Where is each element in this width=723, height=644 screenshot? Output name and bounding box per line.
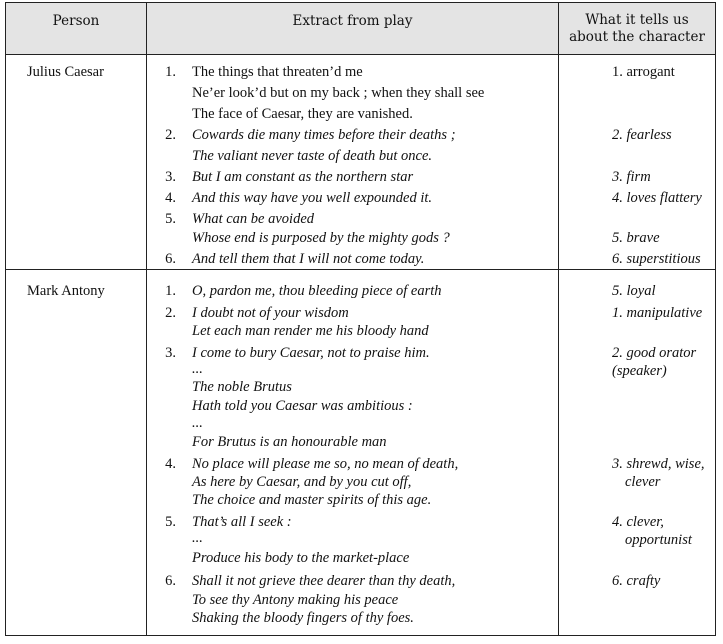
item-number: 1. (165, 283, 176, 299)
trait: 5. loyal (612, 283, 656, 299)
trait: 1. arrogant (612, 64, 675, 80)
extract-line: For Brutus is an honourable man (192, 434, 387, 450)
trait: 1. manipulative (612, 305, 703, 321)
extract-line: Produce his body to the market-place (192, 550, 410, 566)
extract-line: Cowards die many times before their deaths ; (192, 127, 456, 143)
trait: clever (625, 474, 661, 490)
trait: 6. crafty (612, 573, 661, 589)
extract-line: But I am constant as the northern star (192, 169, 414, 185)
extract-line: That’s all I seek : (192, 514, 292, 530)
trait: 4. loves flattery (612, 190, 702, 206)
extract-line: The face of Caesar, they are vanished. (192, 106, 413, 122)
item-number: 5. (165, 514, 176, 530)
trait: 5. brave (612, 230, 660, 246)
extract-line: Shall it not grieve thee dearer than thy death, (192, 573, 456, 589)
extract-line: I doubt not of your wisdom (192, 305, 349, 321)
extract-ellipsis: ... (192, 415, 203, 431)
extract-line: Let each man render me his bloody hand (192, 323, 429, 339)
extract-line: As here by Caesar, and by you cut off, (192, 474, 412, 490)
trait: 3. shrewd, wise, (612, 456, 705, 472)
item-number: 1. (165, 64, 176, 80)
trait: 6. superstitious (612, 251, 701, 267)
extract-line: The valiant never taste of death but once. (192, 148, 433, 164)
person-name: Mark Antony (27, 283, 105, 299)
extract-line: The noble Brutus (192, 379, 292, 395)
item-number: 6. (165, 251, 176, 267)
trait: opportunist (625, 532, 692, 548)
extract-ellipsis: ... (192, 361, 203, 377)
extract-line: The things that threaten’d me (192, 64, 363, 80)
column-divider (558, 3, 559, 635)
trait: 3. firm (612, 169, 651, 185)
trait: (speaker) (612, 363, 667, 379)
header-extract: Extract from play (292, 13, 413, 29)
trait: 2. fearless (612, 127, 672, 143)
item-number: 2. (165, 305, 176, 321)
extract-line: To see thy Antony making his peace (192, 592, 399, 608)
extract-line: Shaking the bloody fingers of thy foes. (192, 610, 414, 626)
item-number: 4. (165, 190, 176, 206)
extract-line: I come to bury Caesar, not to praise him. (192, 345, 430, 361)
extract-ellipsis: ... (192, 530, 203, 546)
extract-line: And this way have you well expounded it. (192, 190, 433, 206)
person-name: Julius Caesar (27, 64, 104, 80)
trait: 2. good orator (612, 345, 697, 361)
extract-line: What can be avoided (192, 211, 315, 227)
extract-line: Hath told you Caesar was ambitious : (192, 398, 413, 414)
item-number: 4. (165, 456, 176, 472)
extract-line: Ne’er look’d but on my back ; when they shall see (192, 85, 485, 101)
extract-line: Whose end is purposed by the mighty gods ? (192, 230, 450, 246)
header-person: Person (52, 13, 100, 29)
character-table (5, 2, 716, 636)
item-number: 2. (165, 127, 176, 143)
item-number: 5. (165, 211, 176, 227)
item-number: 3. (165, 345, 176, 361)
item-number: 6. (165, 573, 176, 589)
extract-line: And tell them that I will not come today. (192, 251, 425, 267)
header-tells-line2: about the character (569, 29, 705, 45)
trait: 4. clever, (612, 514, 664, 530)
column-divider (146, 3, 147, 635)
row-divider (6, 269, 715, 270)
extract-line: O, pardon me, thou bleeding piece of earth (192, 283, 442, 299)
extract-line: The choice and master spirits of this age. (192, 492, 432, 508)
header-tells-line1: What it tells us (585, 12, 689, 28)
item-number: 3. (165, 169, 176, 185)
extract-line: No place will please me so, no mean of death, (192, 456, 459, 472)
